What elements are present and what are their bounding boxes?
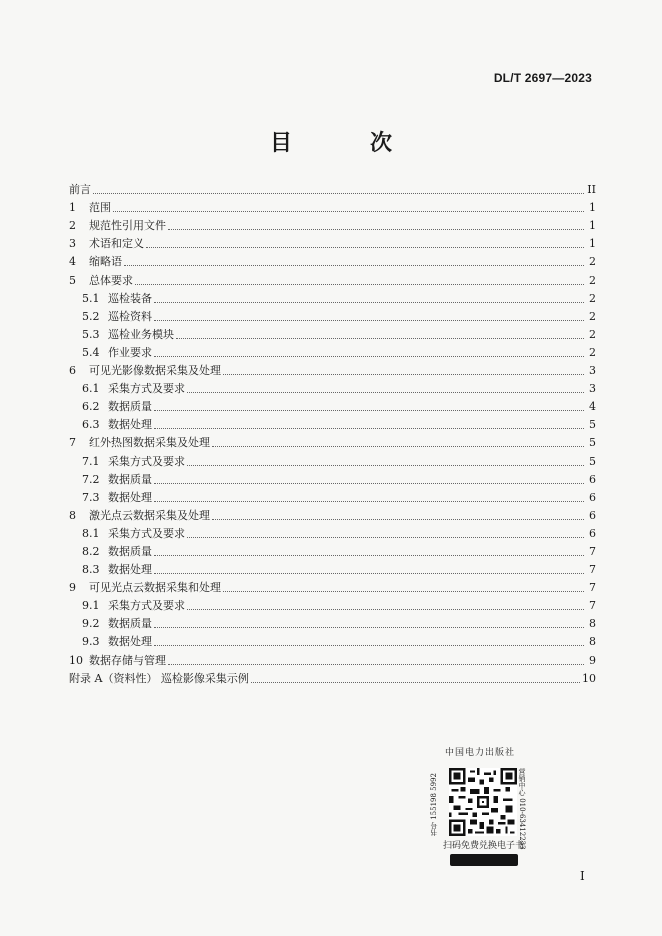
- toc-entry-number: 3: [69, 237, 76, 251]
- toc-leader-dots: [154, 627, 584, 628]
- toc-entry-page: 6: [589, 508, 596, 522]
- toc-entry[interactable]: [69, 615, 596, 633]
- toc-leader-dots: [154, 483, 584, 484]
- toc-entry[interactable]: [69, 543, 596, 561]
- toc-entry-number: 8.2: [82, 544, 100, 558]
- toc-entry-label: 数据处理: [108, 635, 152, 649]
- page-title: 目 次: [269, 130, 420, 156]
- toc-entry-page: II: [587, 183, 596, 197]
- toc-entry[interactable]: [69, 290, 596, 308]
- toc-leader-dots: [187, 392, 584, 393]
- toc-entry-label: 数据质量: [108, 472, 152, 486]
- toc-entry-label: 数据质量: [108, 617, 152, 631]
- toc-entry-page: 9: [589, 653, 596, 667]
- toc-leader-dots: [154, 573, 584, 574]
- toc-leader-dots: [251, 682, 580, 683]
- toc-entry-page: 5: [589, 454, 596, 468]
- toc-entry-number: 5.1: [82, 291, 100, 305]
- toc-entry-number: 9.3: [82, 635, 100, 649]
- toc-entry-number: 9: [69, 581, 76, 595]
- toc-entry-label: 总体要求: [89, 273, 133, 287]
- toc-leader-dots: [154, 555, 584, 556]
- qr-code-icon[interactable]: [449, 768, 517, 836]
- toc-leader-dots: [168, 664, 584, 665]
- toc-leader-dots: [187, 609, 584, 610]
- toc-entry[interactable]: [69, 452, 596, 470]
- toc-leader-dots: [113, 211, 584, 212]
- toc-entry-number: 8.1: [82, 526, 100, 540]
- toc-entry[interactable]: [69, 398, 596, 416]
- toc-entry-page: 2: [589, 255, 596, 269]
- toc-entry-label: 巡检资料: [108, 309, 152, 323]
- toc-entry[interactable]: [69, 199, 596, 217]
- toc-entry[interactable]: [69, 670, 596, 688]
- toc-entry-page: 7: [589, 599, 596, 613]
- qr-contact-number: 营销中心 010-63412233: [518, 768, 526, 850]
- toc-entry-number: 1: [69, 201, 76, 215]
- toc-entry-page: 7: [589, 563, 596, 577]
- toc-entry-label: 数据处理: [108, 563, 152, 577]
- toc-entry-number: 9.2: [82, 617, 100, 631]
- toc-leader-dots: [154, 428, 584, 429]
- toc-entry-label: 可见光点云数据采集和处理: [89, 581, 221, 595]
- qr-book-number: 书号 155198 5992: [430, 773, 438, 836]
- toc-entry-page: 8: [589, 617, 596, 631]
- toc-entry[interactable]: [69, 362, 596, 380]
- toc-leader-dots: [187, 537, 584, 538]
- toc-entry-number: 6.3: [82, 418, 100, 432]
- toc-entry[interactable]: [69, 380, 596, 398]
- toc-entry[interactable]: [69, 271, 596, 289]
- toc-entry-page: 5: [589, 418, 596, 432]
- toc-entry-page: 1: [589, 201, 596, 215]
- qr-caption: 扫码免费兑换电子书: [442, 841, 524, 851]
- toc-entry-label: 范围: [89, 201, 111, 215]
- toc-entry-number: 6: [69, 364, 76, 378]
- toc-entry[interactable]: [69, 561, 596, 579]
- toc-entry-label: 采集方式及要求: [108, 454, 185, 468]
- table-of-contents: [69, 181, 596, 688]
- toc-entry-label: 数据质量: [108, 544, 152, 558]
- toc-entry[interactable]: [69, 633, 596, 651]
- toc-entry-page: 2: [589, 273, 596, 287]
- toc-entry[interactable]: [69, 253, 596, 271]
- toc-entry-page: 2: [589, 327, 596, 341]
- toc-entry-label: 数据处理: [108, 418, 152, 432]
- toc-entry[interactable]: [69, 235, 596, 253]
- toc-leader-dots: [223, 374, 584, 375]
- toc-entry-label: 数据质量: [108, 400, 152, 414]
- toc-entry[interactable]: [69, 471, 596, 489]
- toc-entry-label: 作业要求: [108, 345, 152, 359]
- toc-entry-page: 2: [589, 291, 596, 305]
- toc-leader-dots: [146, 247, 584, 248]
- toc-entry-page: 3: [589, 382, 596, 396]
- toc-entry-page: 1: [589, 219, 596, 233]
- publisher-logo: 中国电力出版社: [445, 748, 516, 758]
- toc-entry-label: 附录 A（资料性） 巡检影像采集示例: [69, 671, 249, 685]
- toc-entry[interactable]: [69, 651, 596, 669]
- toc-entry[interactable]: [69, 416, 596, 434]
- toc-entry-number: 5: [69, 273, 76, 287]
- toc-entry-number: 8: [69, 508, 76, 522]
- toc-entry[interactable]: [69, 489, 596, 507]
- toc-entry-page: 7: [589, 581, 596, 595]
- toc-entry-number: 9.1: [82, 599, 100, 613]
- toc-entry[interactable]: [69, 507, 596, 525]
- toc-entry-number: 7.2: [82, 472, 100, 486]
- toc-entry-page: 2: [589, 309, 596, 323]
- toc-entry[interactable]: [69, 217, 596, 235]
- toc-entry-page: 2: [589, 345, 596, 359]
- toc-entry-number: 5.4: [82, 345, 100, 359]
- toc-entry-label: 采集方式及要求: [108, 599, 185, 613]
- toc-entry-number: 4: [69, 255, 76, 269]
- toc-entry-label: 规范性引用文件: [89, 219, 166, 233]
- toc-entry-number: 6.2: [82, 400, 100, 414]
- toc-entry-page: 7: [589, 544, 596, 558]
- toc-entry-label: 数据存储与管理: [89, 653, 166, 667]
- toc-entry-number: 5.2: [82, 309, 100, 323]
- toc-entry[interactable]: [69, 597, 596, 615]
- toc-entry-label: 术语和定义: [89, 237, 144, 251]
- toc-entry-page: 3: [589, 364, 596, 378]
- toc-leader-dots: [154, 302, 584, 303]
- standard-number: DL/T 2697—2023: [493, 71, 592, 85]
- toc-leader-dots: [154, 645, 584, 646]
- toc-leader-dots: [124, 265, 584, 266]
- toc-leader-dots: [154, 356, 584, 357]
- toc-leader-dots: [187, 465, 584, 466]
- toc-entry-number: 7: [69, 436, 76, 450]
- toc-entry[interactable]: [69, 525, 596, 543]
- toc-leader-dots: [154, 320, 584, 321]
- toc-entry-page: 6: [589, 472, 596, 486]
- toc-entry-label: 缩略语: [89, 255, 122, 269]
- toc-entry-number: 6.1: [82, 382, 100, 396]
- toc-entry-page: 8: [589, 635, 596, 649]
- toc-entry-page: 6: [589, 526, 596, 540]
- toc-entry-label: 数据处理: [108, 490, 152, 504]
- toc-entry-label: 红外热图数据采集及处理: [89, 436, 210, 450]
- toc-leader-dots: [154, 501, 584, 502]
- toc-leader-dots: [168, 229, 584, 230]
- toc-entry-page: 6: [589, 490, 596, 504]
- toc-leader-dots: [212, 446, 584, 447]
- toc-entry-number: 7.1: [82, 454, 100, 468]
- toc-entry[interactable]: [69, 344, 596, 362]
- toc-entry-page: 1: [589, 237, 596, 251]
- page-number: I: [580, 869, 585, 883]
- toc-entry-number: 7.3: [82, 490, 100, 504]
- toc-leader-dots: [135, 284, 584, 285]
- toc-entry[interactable]: [69, 308, 596, 326]
- toc-entry-number: 8.3: [82, 563, 100, 577]
- toc-entry-page: 10: [582, 671, 596, 685]
- toc-entry-label: 激光点云数据采集及处理: [89, 508, 210, 522]
- toc-entry-label: 采集方式及要求: [108, 526, 185, 540]
- toc-leader-dots: [154, 410, 584, 411]
- toc-entry-number: 2: [69, 219, 76, 233]
- toc-entry-label: 采集方式及要求: [108, 382, 185, 396]
- toc-entry-label: 巡检装备: [108, 291, 152, 305]
- toc-entry[interactable]: [69, 326, 596, 344]
- toc-leader-dots: [93, 193, 584, 194]
- toc-entry-label: 巡检业务模块: [108, 327, 174, 341]
- toc-leader-dots: [223, 591, 584, 592]
- toc-entry-label: 可见光影像数据采集及处理: [89, 364, 221, 378]
- toc-entry[interactable]: [69, 434, 596, 452]
- toc-entry-number: 5.3: [82, 327, 100, 341]
- toc-entry-number: 10: [69, 653, 83, 667]
- scratch-code-bar: [450, 854, 518, 866]
- qr-block: [430, 746, 530, 868]
- toc-entry[interactable]: [69, 181, 596, 199]
- toc-leader-dots: [176, 338, 584, 339]
- toc-entry-page: 4: [589, 400, 596, 414]
- toc-entry[interactable]: [69, 579, 596, 597]
- toc-leader-dots: [212, 519, 584, 520]
- toc-entry-label: 前言: [69, 183, 91, 197]
- toc-entry-page: 5: [589, 436, 596, 450]
